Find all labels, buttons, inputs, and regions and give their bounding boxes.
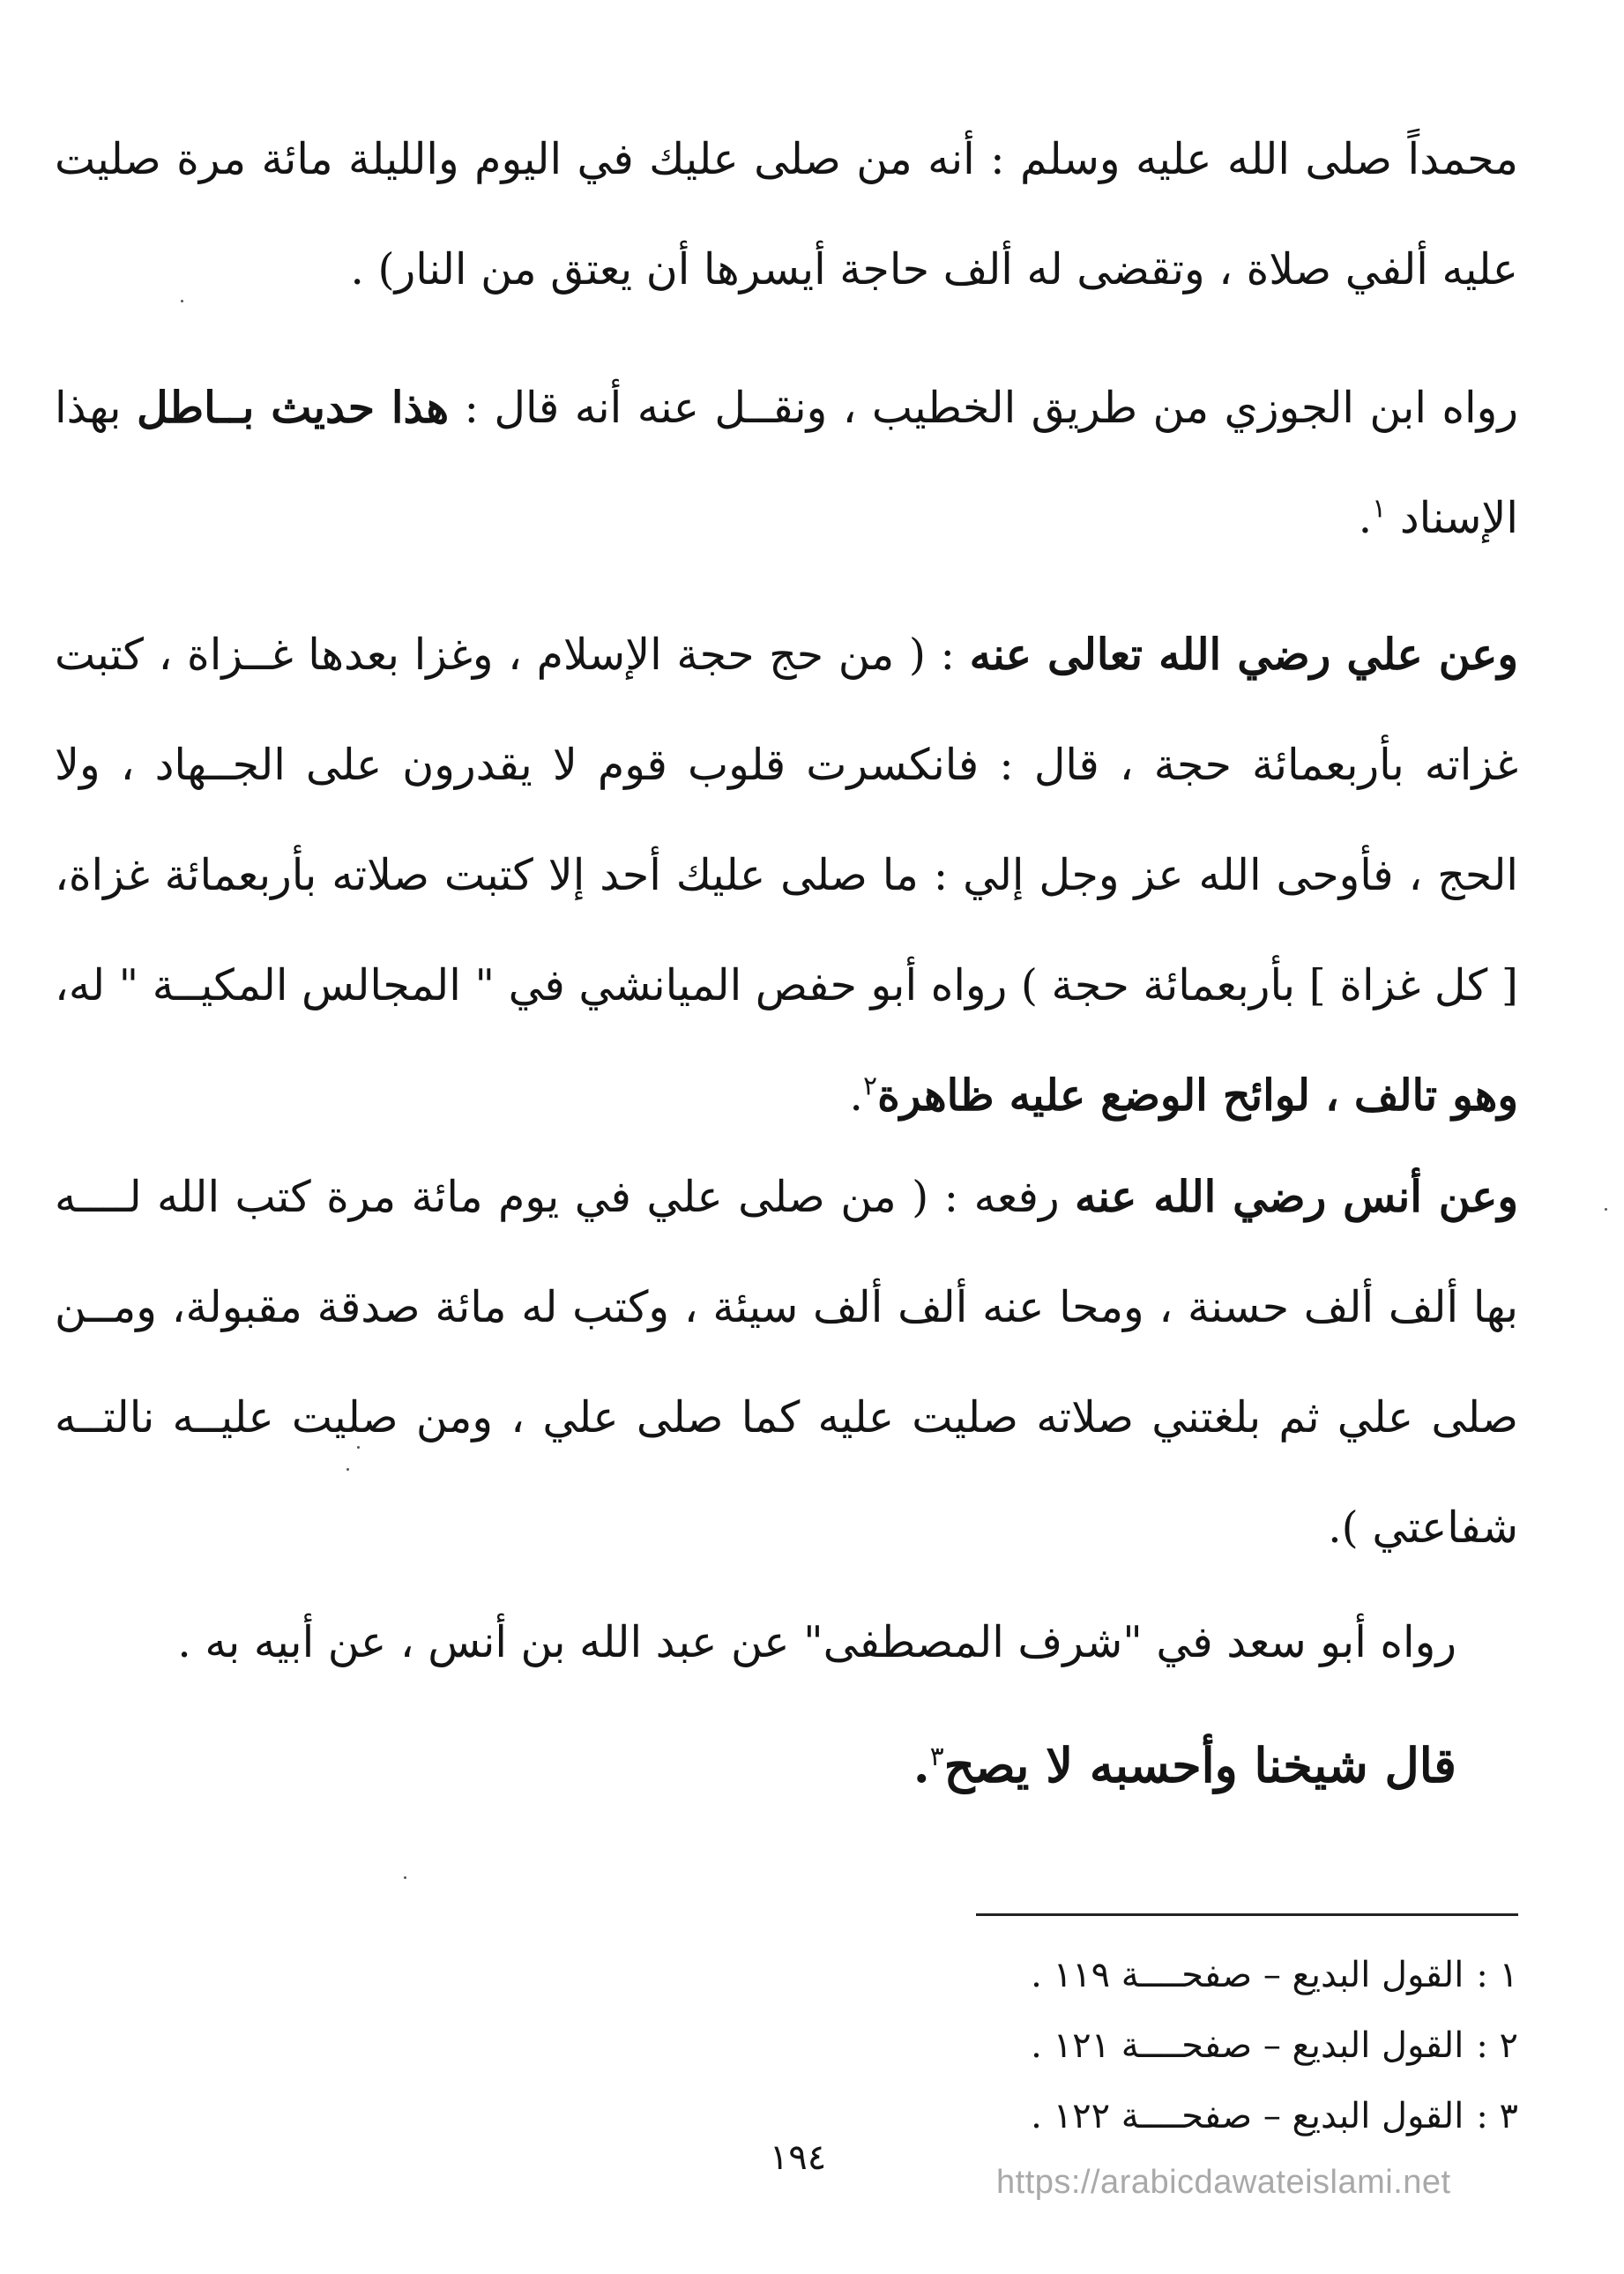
paragraph-end: . — [1358, 493, 1373, 543]
footnote-number: ٣ : — [1476, 2096, 1518, 2136]
footnote-text: القول البديع – صفحــــة ١٢٢ . — [1031, 2096, 1464, 2136]
bold-ruling: قال شيخنا وأحسبه لا يصح — [943, 1737, 1456, 1793]
bold-ruling: وهو تالف ، لوائح الوضع عليه ظاهرة — [877, 1070, 1518, 1121]
footnote-number: ٢ : — [1476, 2025, 1518, 2066]
scan-speck — [404, 1876, 406, 1879]
footnote-1 — [725, 1940, 1518, 2010]
footnotes — [725, 1940, 1518, 2151]
paragraph-text: رفعه : ( من صلى علي في يوم مائة مرة كتب الله لــــه بها ألف ألف حسنة ، ومحا عنه ألف ألف سيئة ، وكتب له مائة صدقة مقبولة، ومــن صلى علي ثم بلغتني صلاته صليت عليه كما صلى علي ، ومن صليت عليــه نالتــه شفاعتي ). — [55, 1172, 1518, 1553]
footnote-2 — [725, 2010, 1518, 2081]
footnote-text: القول البديع – صفحــــة ١٢١ . — [1031, 2025, 1464, 2066]
page-number: ١٩٤ — [769, 2137, 827, 2178]
paragraph-end: . — [849, 1070, 863, 1121]
paragraph-text: : ( من حج حجة الإسلام ، وغزا بعدها غــزاة ، كتبت غزاته بأربعمائة حجة ، قال : فانكسرت قلوب قوم لا يقدرون على الجــهاد ، ولا الحج ، فأوحى الله عز وجل إلي : ما صلى عليك أحد إلا كتبت صلاته بأربعمائة غزاة، [ كل غزاة ] بأربعمائة حجة ) رواه أبو حفص الميانشي في " المجالس المكيــة " له، — [55, 630, 1518, 1010]
paragraph-abu-saad — [134, 1587, 1456, 1697]
paragraph-end: . — [913, 1737, 930, 1793]
footnote-ref-2[interactable]: ٢ — [863, 1070, 878, 1102]
bold-narrator: وعن علي رضي الله تعالى عنه — [969, 629, 1519, 680]
footnote-divider — [976, 1913, 1518, 1916]
paragraph-hadith-continuation — [55, 104, 1518, 324]
paragraph-text: بهذا الإسناد — [55, 383, 1518, 543]
footnote-number: ١ : — [1476, 1955, 1518, 1995]
footnote-ref-1[interactable]: ١ — [1372, 493, 1387, 525]
paragraph-text: رواه ابن الجوزي من طريق الخطيب ، ونقــل عنه أنه قال : — [449, 383, 1518, 433]
scan-speck — [181, 300, 183, 302]
paragraph-shaykh-verdict — [134, 1711, 1456, 1821]
scan-speck — [1605, 1208, 1607, 1211]
scan-speck — [357, 1446, 360, 1449]
paragraph-text: محمداً صلى الله عليه وسلم : أنه من صلى عليك في اليوم والليلة مائة مرة صليت عليه ألفي صلاة ، وتقضى له ألف حاجة أيسرها أن يعتق من النار) . — [55, 134, 1518, 295]
scan-speck — [346, 1468, 349, 1471]
bold-narrator: وعن أنس رضي الله عنه — [1075, 1171, 1518, 1222]
paragraph-ali-narration — [55, 600, 1518, 1151]
paragraph-anas-narration — [55, 1142, 1518, 1583]
bold-ruling: هذا حديث بــاطل — [136, 382, 450, 433]
watermark-url: https://arabicdawateislami.net — [996, 2164, 1451, 2201]
paragraph-ibn-al-jawzi — [55, 353, 1518, 573]
footnote-ref-3[interactable]: ٣ — [929, 1741, 944, 1772]
paragraph-text: رواه أبو سعد في "شرف المصطفى" عن عبد الله بن أنس ، عن أبيه به . — [177, 1617, 1456, 1667]
footnote-text: القول البديع – صفحــــة ١١٩ . — [1031, 1955, 1464, 1995]
